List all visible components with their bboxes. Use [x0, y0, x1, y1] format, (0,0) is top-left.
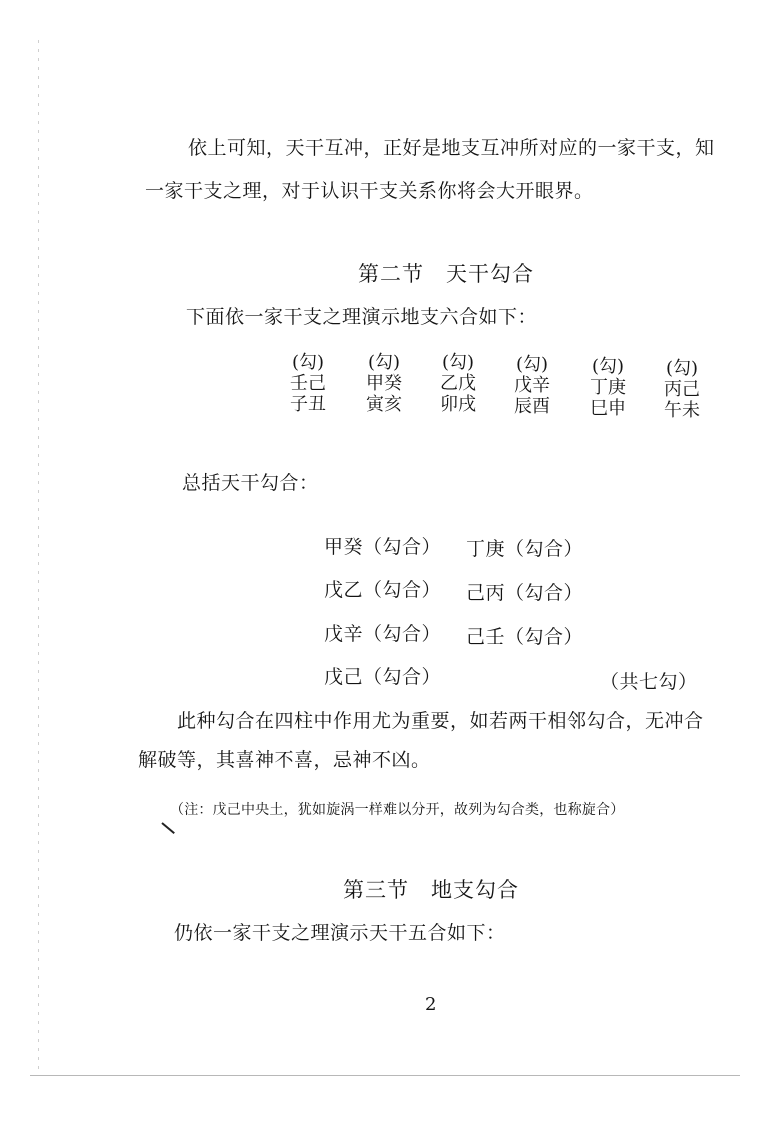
pairing-column [278, 352, 338, 415]
pairing-stems: 丁庚 [590, 377, 626, 398]
paragraph1-line1: 依上可知，天干互冲，正好是地支互冲所对应的一家干支，知 [188, 137, 715, 159]
combo-item: 己壬（勾合） [466, 626, 584, 648]
pairing-stems: 丙己 [664, 379, 700, 400]
pairing-branches: 午未 [664, 400, 700, 421]
pairing-branches: 子丑 [290, 394, 326, 415]
section2-paragraph-line1: 此种勾合在四柱中作用尤为重要，如若两干相邻勾合，无冲合 [177, 710, 704, 732]
section3-heading: 第三节 地支勾合 [343, 878, 519, 902]
pairing-mark: (勾) [367, 352, 401, 373]
scan-edge-line [38, 40, 39, 1070]
pairing-stems: 乙戊 [440, 373, 476, 394]
section3-intro: 仍依一家干支之理演示天干五合如下： [174, 922, 506, 944]
pairing-mark: (勾) [441, 352, 475, 373]
pairing-column [652, 358, 712, 421]
stray-pen-mark [161, 822, 175, 834]
section2-heading: 第二节 天干勾合 [358, 262, 534, 286]
pairing-branches: 辰酉 [514, 396, 550, 417]
combo-item: 己丙（勾合） [466, 582, 584, 604]
pairing-mark: (勾) [291, 352, 325, 373]
page-number: 2 [425, 994, 437, 1015]
section2-note: （注：戊己中央土，犹如旋涡一样难以分开，故列为勾合类，也称旋合） [170, 802, 625, 818]
pairing-branches: 寅亥 [366, 394, 402, 415]
pairing-mark: (勾) [515, 354, 549, 375]
pairing-stems: 壬己 [290, 373, 326, 394]
pairing-column [502, 354, 562, 417]
pairing-column [428, 352, 488, 415]
combo-item: 丁庚（勾合） [466, 538, 584, 560]
section2-paragraph-line2: 解破等，其喜神不喜，忌神不凶。 [138, 749, 431, 771]
combo-total: （共七勾） [600, 671, 698, 693]
combo-item: 戊辛（勾合） [324, 623, 442, 645]
combo-item: 戊己（勾合） [324, 666, 442, 688]
combo-item: 戊乙（勾合） [324, 579, 442, 601]
section2-intro: 下面依一家干支之理演示地支六合如下： [186, 306, 538, 328]
combo-item: 甲癸（勾合） [324, 536, 442, 558]
pairing-stems: 甲癸 [366, 373, 402, 394]
pairing-mark: (勾) [665, 358, 699, 379]
pairing-column [354, 352, 414, 415]
bottom-rule [30, 1075, 740, 1076]
pairing-stems: 戊辛 [514, 375, 550, 396]
paragraph1-line2: 一家干支之理，对于认识干支关系你将会大开眼界。 [145, 180, 594, 202]
pairing-branches: 巳申 [590, 398, 626, 419]
summary-label: 总括天干勾合： [182, 472, 319, 494]
pairing-branches: 卯戌 [440, 394, 476, 415]
pairing-mark: (勾) [591, 356, 625, 377]
pairing-column [578, 356, 638, 419]
